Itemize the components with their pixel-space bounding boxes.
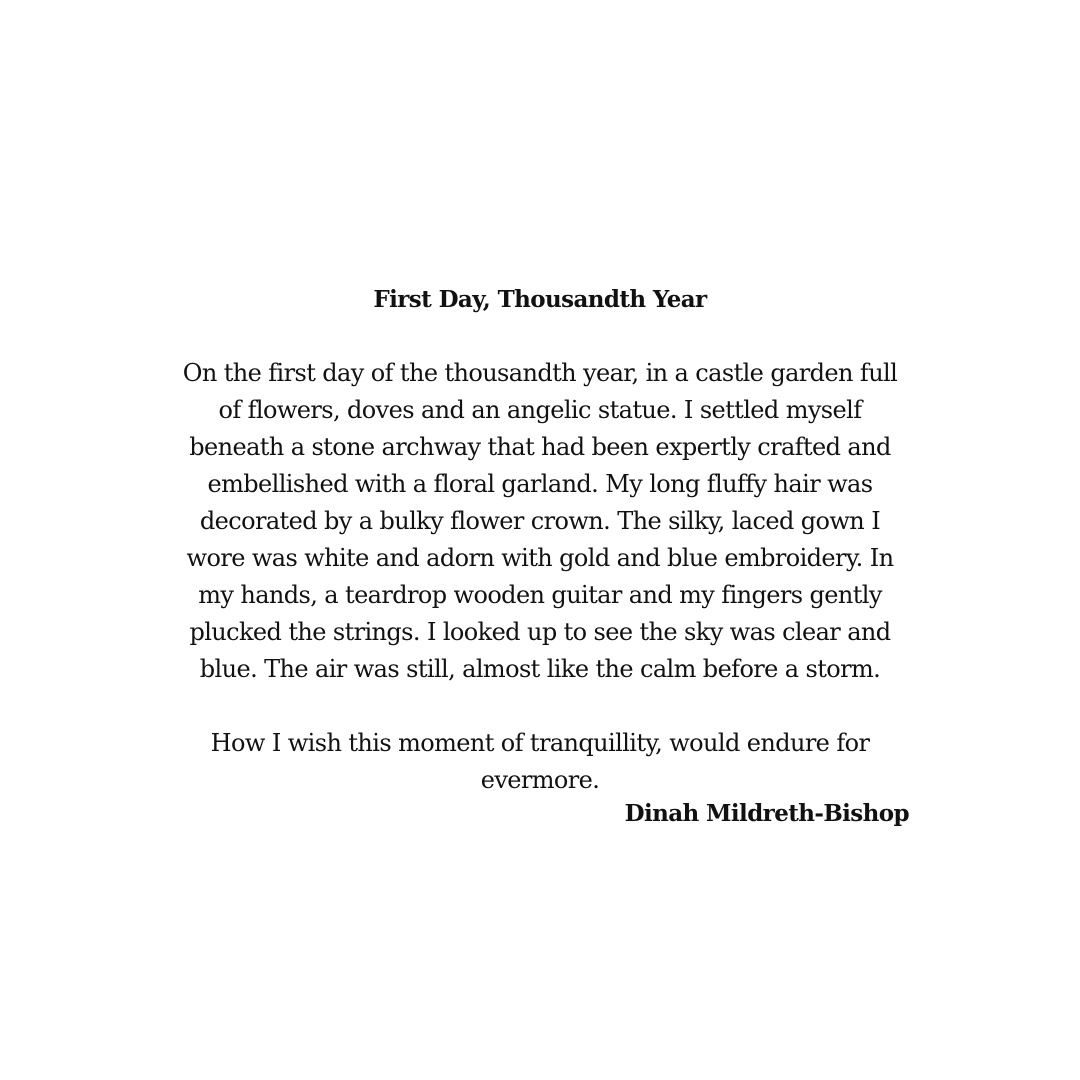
poem-body-line: blue. The air was still, almost like the calm before a storm.: [199, 655, 881, 683]
poem-closing-line: evermore.: [480, 766, 600, 794]
poem-closing-stanza: [140, 725, 940, 799]
poem-body-line: of flowers, doves and an angelic statue. I settled myself: [218, 396, 862, 424]
poem-body-line: embellished with a floral garland. My long fluffy hair was: [207, 470, 873, 498]
poem-body-line: wore was white and adorn with gold and blue embroidery. In: [186, 544, 894, 572]
poem-body-line: plucked the strings. I looked up to see the sky was clear and: [189, 618, 891, 646]
poem-body-line: On the first day of the thousandth year, in a castle garden full: [182, 359, 898, 387]
poem-body-line: my hands, a teardrop wooden guitar and my fingers gently: [198, 581, 882, 609]
poem-author: Dinah Mildreth-Bishop: [624, 800, 909, 827]
poem-title: First Day, Thousandth Year: [373, 286, 707, 313]
poem-body: [140, 355, 940, 688]
poem-closing-line: How I wish this moment of tranquillity, would endure for: [210, 729, 870, 757]
poem-body-line: beneath a stone archway that had been expertly crafted and: [189, 433, 891, 461]
poem-body-line: decorated by a bulky flower crown. The silky, laced gown I: [199, 507, 881, 535]
